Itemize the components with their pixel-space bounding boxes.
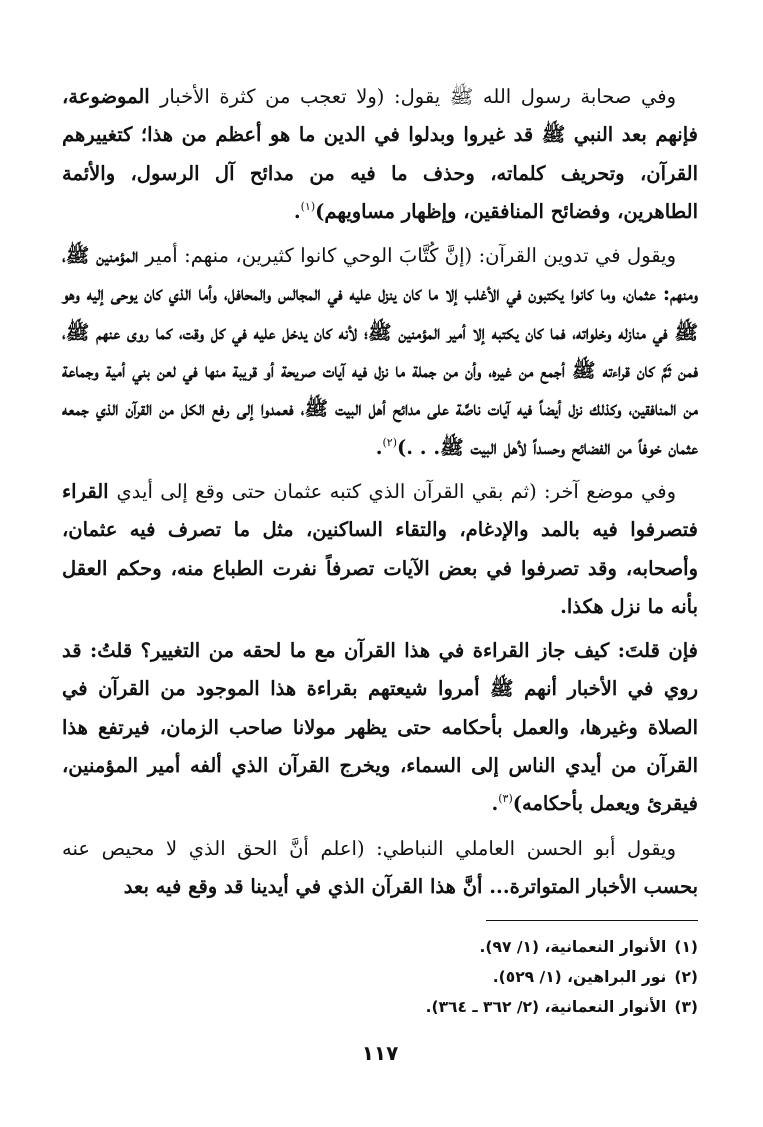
paragraph-tail: . xyxy=(491,792,499,816)
footnote-ref: (٢) xyxy=(382,435,397,449)
page-number: ١١٧ xyxy=(361,1041,399,1065)
footnote-ref: (١) xyxy=(300,199,316,213)
book-page xyxy=(62,78,698,1088)
paragraph-body: الموضوعة، فإنهم بعد النبي ﷺ قد غيروا وبدلوا في الدين ما هو أعظم من هذا؛ كتغييرهم القرآن، وتحريف كلماته، وحذف ما فيه من مدائح آل الرسول، والأئمة الطاهرين، وفضائح المنافقين، وإظهار مساويهم) xyxy=(62,85,698,223)
paragraph-tail: . xyxy=(375,435,383,459)
footnote-ref: (٣) xyxy=(498,792,513,806)
paragraph-tail: . xyxy=(293,199,301,223)
paragraph-lead: وفي موضع آخر: (ثم بقي القرآن الذي كتبه عثمان حتى وقع إلى أيدي xyxy=(116,479,677,503)
paragraph-body: فإن قلتَ: كيف جاز القراءة في هذا القرآن مع ما لحقه من التغيير؟ قلتُ: قد روي في الأخبار أنهم ﷺ أمروا شيعتهم بقراءة هذا الموجود من القرآن في الصلاة وغيرها، والعمل بأحكامه حتى يظهر مولانا صاحب الزمان، فيرتفع هذا القرآن من أيدي الناس إلى السماء، ويخرج القرآن الذي ألفه أمير المؤمنين، فيقرئ ويعمل بأحكامه) xyxy=(62,639,698,816)
footnotes xyxy=(62,932,698,1022)
paragraph-body: القراء فتصرفوا فيه بالمد والإدغام، والتقاء الساكنين، مثل ما تصرف فيه عثمان، وأصحابه، وقد تصرفوا في بعض الآيات تصرفاً نفرت الطباع منه، وحكم العقل بأنه ما نزل هكذا. xyxy=(62,479,698,618)
paragraph-body: بحسب الأخبار المتواترة... أنَّ هذا القرآن الذي في أيدينا قد وقع فيه بعد xyxy=(123,874,698,898)
footnote-item xyxy=(62,932,698,962)
footnote-number: (١) xyxy=(674,938,698,956)
paragraph-mawdi-akhar xyxy=(62,473,698,626)
paragraph-qult xyxy=(62,632,698,823)
paragraph-lead: وفي صحابة رسول الله ﷺ يقول: (ولا تعجب من كثرة الأخبار xyxy=(159,85,676,108)
paragraph-sahaba xyxy=(62,78,698,231)
footnote-divider xyxy=(486,920,698,921)
footnote-item xyxy=(62,962,698,992)
footnote-text: نور البراهين، (١/ ٥٢٩). xyxy=(492,968,667,986)
footnote-number: (٢) xyxy=(674,968,698,986)
footnote-item xyxy=(62,992,698,1022)
paragraph-tadween xyxy=(62,237,698,467)
paragraph-lead: ويقول في تدوين القرآن: (إنَّ كُتَّابَ الوحي كانوا كثيرين، منهم: أمير xyxy=(145,244,676,268)
paragraph-lead: ويقول أبو الحسن العاملي النباطي: (اعلم أنَّ الحق الذي لا محيص عنه xyxy=(62,836,676,860)
footnote-number: (٣) xyxy=(674,998,698,1016)
paragraph-body: المؤمنين ﷺ، ومنهم: عثمان، وما كانوا يكتبون في الأغلب إلا ما كان ينزل عليه في المجالس والمحافل، وأما الذي كان يوحى إليه وهو ﷺ في منازله وخلواته، فما كان يكتبه إلا أمير المؤمنين ﷺ؛ لأنه كان يدخل عليه في كل وقت، كما روى عنهم ﷺ، فمن ثَمَّ كان قراءته ﷺ أجمع من غيره، وأن من جملة ما نزل فيه آيات صريحة أو قريبة منها في لعن بني أمية وجماعة من المنافقين، وكذلك نزل أيضاً فيه آيات ناصَّة على مدائح أهل البيت ﷺ، فعمدوا إلى رفع الكل من القرآن الذي جمعه عثمان خوفاً من الفضائح وحسداً لأهل البيت ﷺ. . .) xyxy=(62,244,698,459)
footnote-text: الأنوار النعمانية، (١/ ٩٧). xyxy=(479,938,667,956)
footnote-text: الأنوار النعمانية، (٢/ ٣٦٢ ـ ٣٦٤). xyxy=(425,998,667,1016)
paragraph-nabati xyxy=(62,830,698,907)
